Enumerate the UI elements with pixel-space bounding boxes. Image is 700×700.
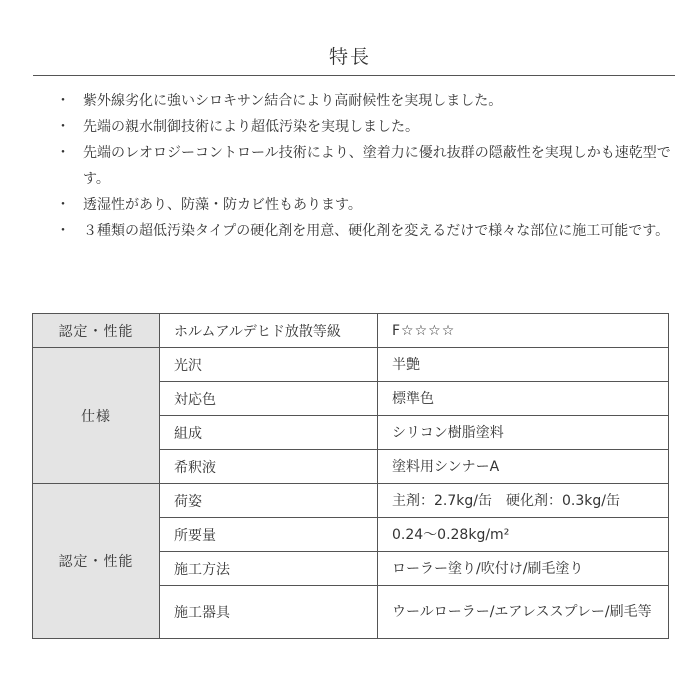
table-row	[33, 348, 669, 382]
section-title: 特長	[328, 46, 371, 68]
group-label-specification: 仕様	[33, 348, 160, 484]
bullet-icon: ・	[56, 145, 70, 161]
feature-text: 透湿性があり、防藻・防カビ性もあります。	[83, 197, 362, 213]
spec-item-value: 塗料用シンナーA	[378, 450, 669, 484]
spec-item-value: 0.24～0.28kg/m²	[378, 518, 669, 552]
spec-item-label: 所要量	[160, 518, 378, 552]
group-label-certification: 認定・性能	[33, 484, 160, 639]
title-divider	[33, 75, 675, 76]
bullet-icon: ・	[56, 223, 70, 239]
spec-item-value: 主剤：2.7kg/缶 硬化剤：0.3kg/缶	[378, 484, 669, 518]
feature-item	[56, 140, 676, 192]
table-row	[33, 314, 669, 348]
group-label-certification: 認定・性能	[33, 314, 160, 348]
feature-text: ３種類の超低汚染タイプの硬化剤を用意、硬化剤を変えるだけで様々な部位に施工可能です。	[83, 223, 670, 239]
feature-item	[56, 218, 676, 244]
feature-item	[56, 88, 676, 114]
spec-item-value: ウールローラー/エアレススプレー/刷毛等	[378, 586, 669, 639]
spec-item-label: 希釈液	[160, 450, 378, 484]
spec-item-label: 施工器具	[160, 586, 378, 639]
bullet-icon: ・	[56, 119, 70, 135]
feature-text: 先端の親水制御技術により超低汚染を実現しました。	[83, 119, 419, 135]
spec-item-label: ホルムアルデヒド放散等級	[160, 314, 378, 348]
spec-item-label: 組成	[160, 416, 378, 450]
table-row	[33, 484, 669, 518]
feature-text: 先端のレオロジーコントロール技術により、塗着力に優れ抜群の隠蔽性を実現しかも速乾型です。	[83, 145, 671, 187]
spec-item-value: シリコン樹脂塗料	[378, 416, 669, 450]
spec-table	[32, 313, 669, 639]
spec-item-label: 荷姿	[160, 484, 378, 518]
spec-item-label: 対応色	[160, 382, 378, 416]
spec-item-value: F☆☆☆☆	[378, 314, 669, 348]
feature-item	[56, 192, 676, 218]
spec-item-value: 標準色	[378, 382, 669, 416]
feature-list	[56, 88, 676, 244]
spec-item-value: 半艶	[378, 348, 669, 382]
feature-text: 紫外線劣化に強いシロキサン結合により高耐候性を実現しました。	[83, 93, 503, 109]
spec-item-value: ローラー塗り/吹付け/刷毛塗り	[378, 552, 669, 586]
spec-item-label: 施工方法	[160, 552, 378, 586]
bullet-icon: ・	[56, 197, 70, 213]
spec-item-label: 光沢	[160, 348, 378, 382]
feature-item	[56, 114, 676, 140]
bullet-icon: ・	[56, 93, 70, 109]
